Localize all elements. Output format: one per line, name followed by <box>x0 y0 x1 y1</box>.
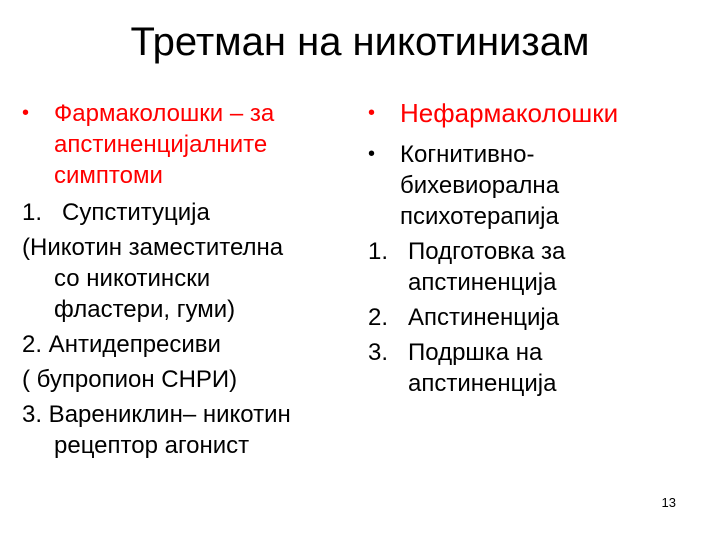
right-sub-bullet: • Когнитивно- <box>368 141 535 168</box>
bullet-icon: • <box>368 102 376 124</box>
bullet-icon: • <box>22 102 30 124</box>
left-item-1-note-3: фластери, гуми) <box>54 296 236 323</box>
left-item-1-note-1: (Никотин заместителна <box>22 234 284 261</box>
left-item-3-line-1: 3. Варениклин– никотин <box>22 401 291 428</box>
left-item-3-line-2: рецептор агонист <box>54 432 250 459</box>
left-item-2: 2. Антидепресиви <box>22 331 221 358</box>
right-item-3-line-2: апстиненција <box>408 370 557 397</box>
right-sub-line-2: бихевиорална <box>400 172 560 199</box>
right-heading: • Нефармаколошки <box>368 98 619 128</box>
right-column <box>368 98 708 399</box>
right-item-1: 1. Подготовка за <box>368 238 566 265</box>
left-item-1: 1. Супституција <box>22 199 210 226</box>
left-heading-line-2: апстиненцијалните <box>54 131 268 158</box>
left-item-1-note-2: со никотински <box>54 265 211 292</box>
left-column <box>22 98 362 461</box>
right-sub-line-3: психотерапија <box>400 203 559 230</box>
right-item-2: 2. Апстиненција <box>368 304 560 331</box>
left-heading-line-3: симптоми <box>54 162 163 189</box>
bullet-icon: • <box>368 143 376 165</box>
left-item-2-note: ( бупропион СНРИ) <box>22 366 238 393</box>
page-number: 13 <box>661 495 676 510</box>
right-item-3: 3. Подршка на <box>368 339 543 366</box>
right-item-1-line-2: апстиненција <box>408 269 557 296</box>
slide-title: Третман на никотинизам <box>130 20 590 64</box>
left-heading: • Фармаколошки – за <box>22 100 275 127</box>
